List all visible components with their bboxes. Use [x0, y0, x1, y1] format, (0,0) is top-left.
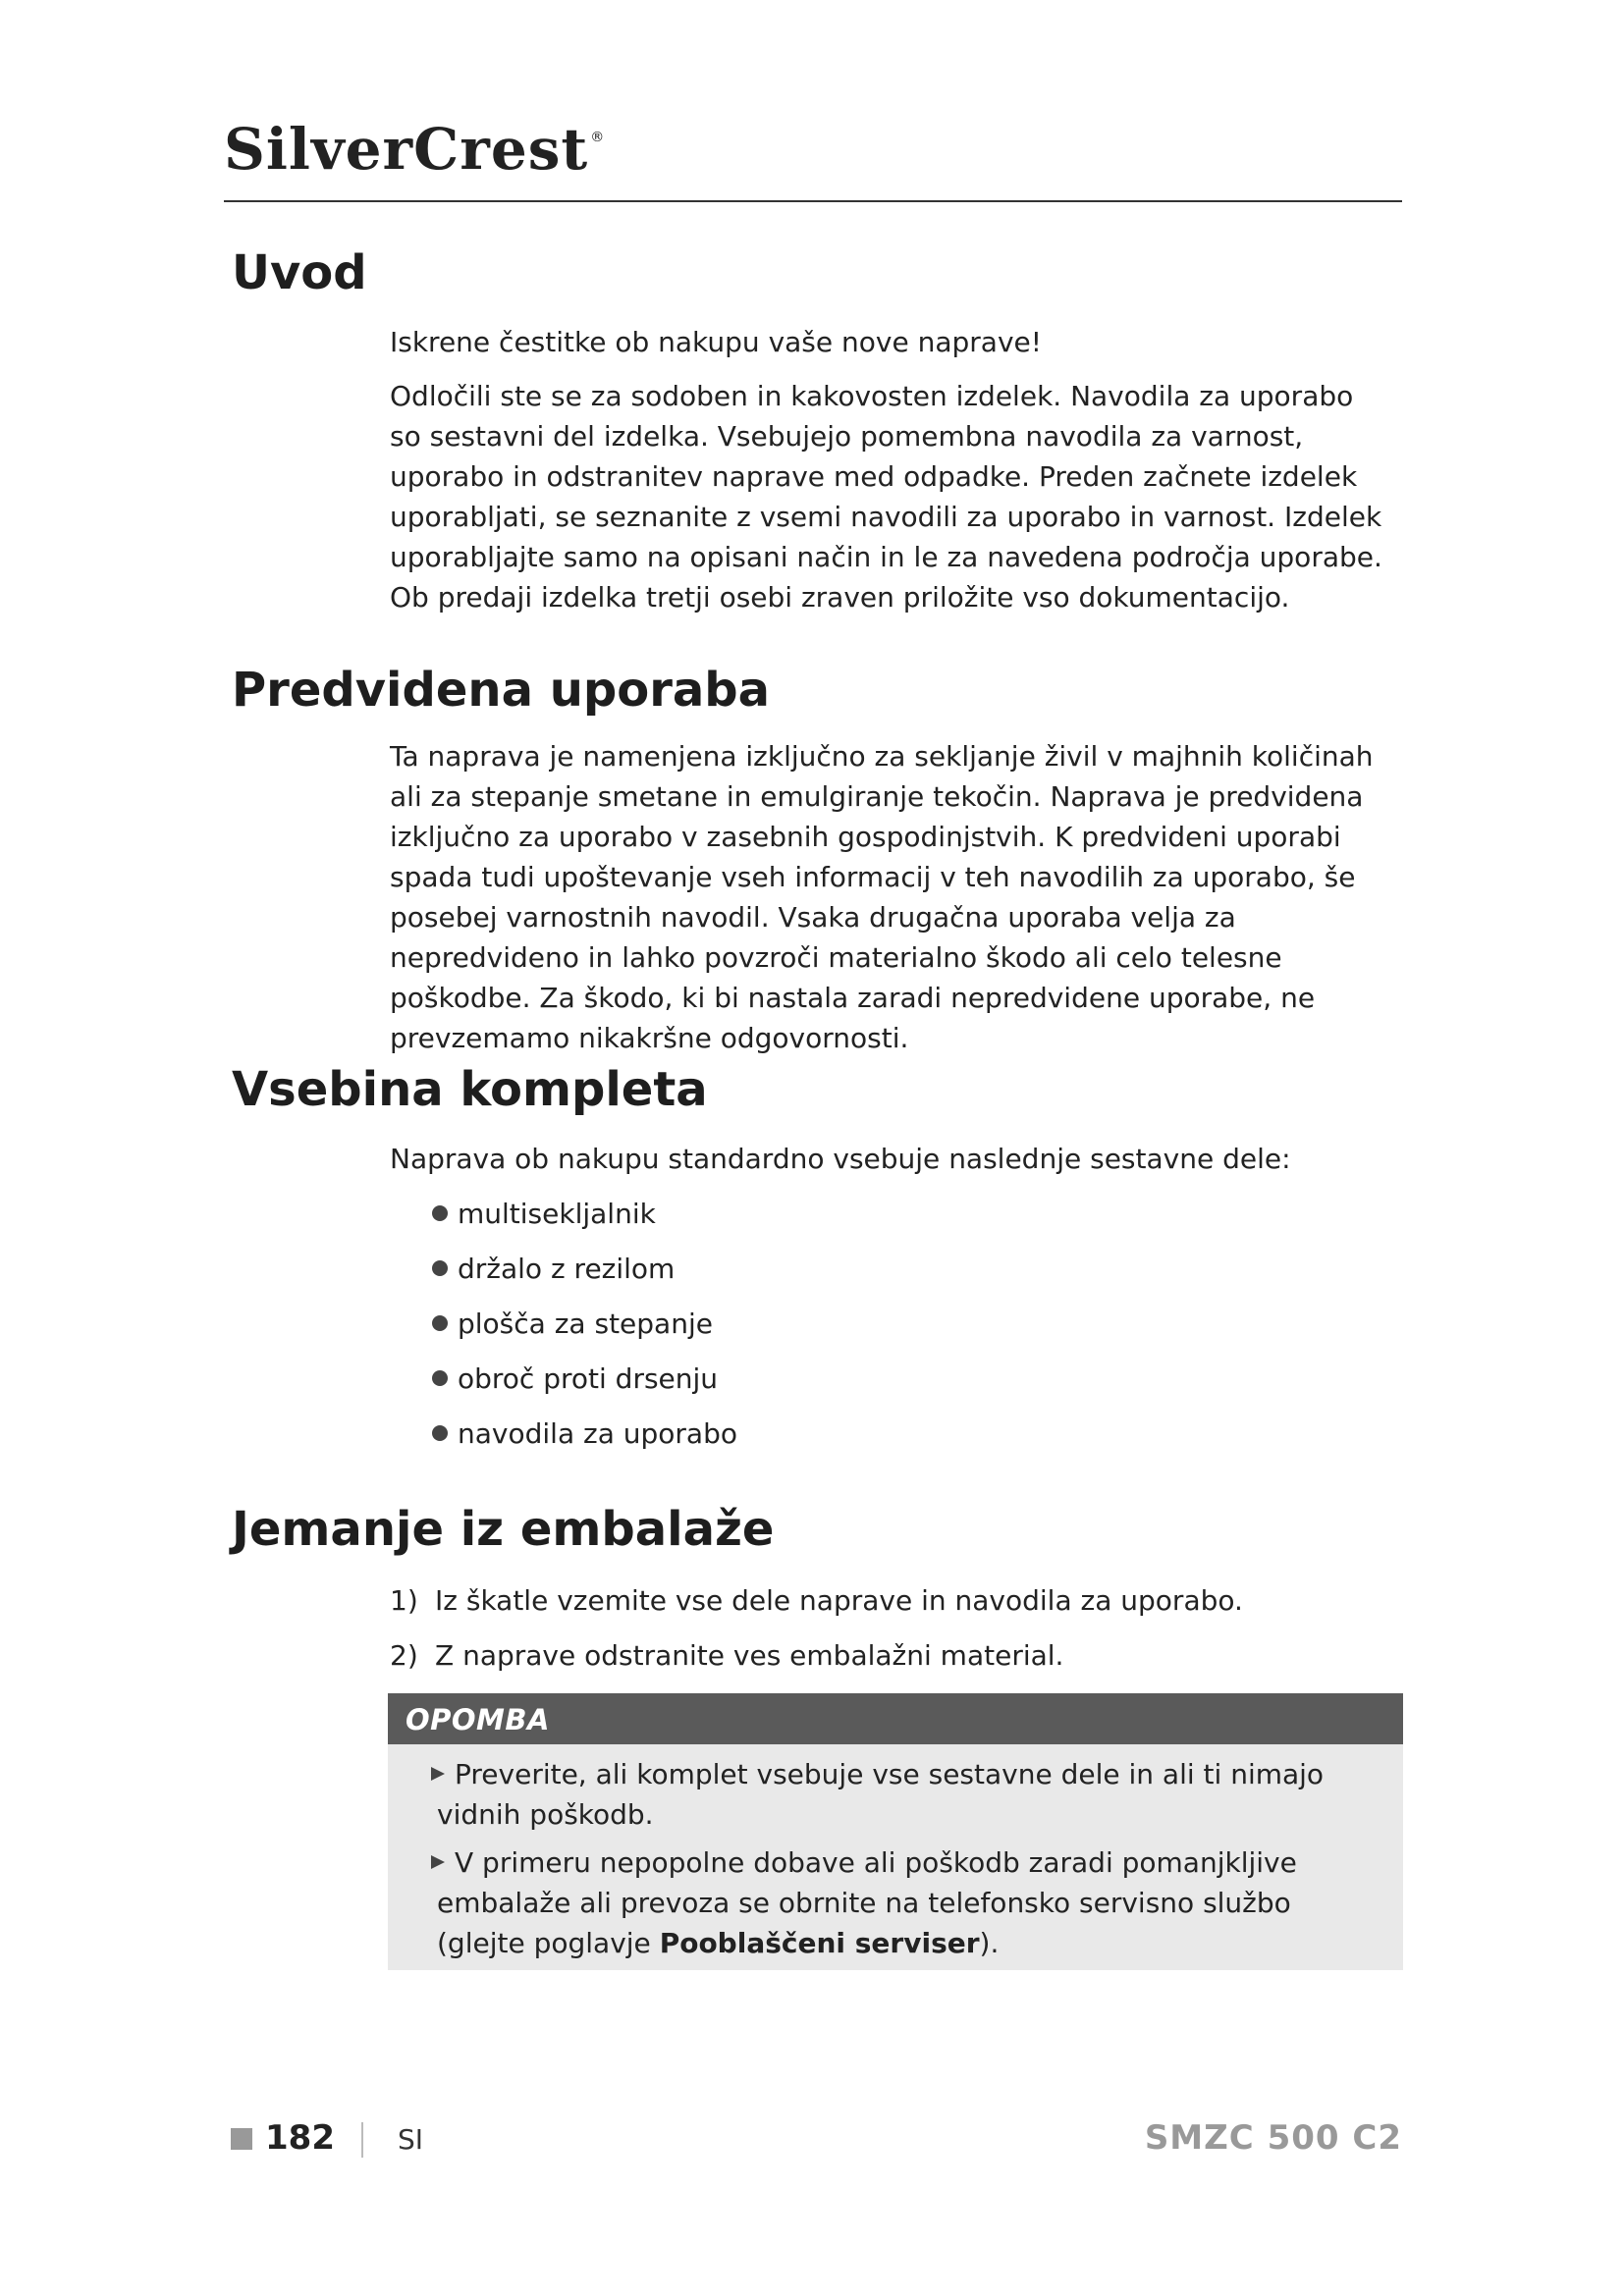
- note-box: [388, 1744, 1403, 1970]
- list-item: navodila za uporabo: [432, 1414, 737, 1454]
- bullet-icon: [432, 1370, 448, 1386]
- predvidena-paragraph: Ta naprava je namenjena izključno za sekljanje živil v majhnih količinah ali za stepanje smetane in emulgiranje tekočin. Naprava je predvidena izključno za uporabo v zasebnih gospodinjstvih. K predvideni uporabi spada tudi upoštevanje vseh informacij v teh navodilih za uporabo, še posebej varnostnih navodil. Vsaka drugačna uporaba velja za nepredvideno in lahko povzroči materialno škodo ali celo telesne poškodbe. Za škodo, ki bi nastala zaradi nepredvidene uporabe, ne prevzemamo nikakršne odgovornosti.: [390, 740, 1374, 1054]
- heading-vsebina-kompleta: Vsebina kompleta: [232, 1062, 708, 1117]
- uvod-paragraph: Odločili ste se za sodoben in kakovosten izdelek. Navodila za uporabo so sestavni del izdelka. Vsebujejo pomembna navodila za varnost, uporabo in odstranitev naprave med odpadke. Preden začnete izdelek uporabljati, se seznanite z vsemi navodili za uporabo in varnost. Izdelek uporabljajte samo na opisani način in le za navedena področja uporabe. Ob predaji izdelka tretji osebi zraven priložite vso dokumentacijo.: [390, 380, 1382, 614]
- heading-jemanje-iz-embalaze: Jemanje iz embalaže: [232, 1502, 775, 1557]
- arrow-right-icon: [431, 1855, 445, 1869]
- uvod-greeting: Iskrene čestitke ob nakupu vaše nove naprave!: [390, 326, 1042, 358]
- predvidena-body: [390, 736, 1391, 1058]
- arrow-right-icon: [431, 1767, 445, 1781]
- note-heading: OPOMBA: [406, 1703, 550, 1736]
- list-item: obroč proti drsenju: [432, 1359, 718, 1399]
- silvercrest-logo: SilverCrest ®: [224, 116, 606, 183]
- heading-uvod: Uvod: [232, 245, 367, 300]
- heading-predvidena-uporaba: Predvidena uporaba: [232, 663, 771, 718]
- uvod-body: [390, 322, 1391, 617]
- model-number: SMZC 500 C2: [1144, 2118, 1402, 2158]
- footer-divider: [361, 2122, 363, 2158]
- page-number: 182: [265, 2118, 335, 2158]
- language-code: SI: [398, 2123, 424, 2156]
- page-marker-square: [231, 2128, 252, 2150]
- step-item: 1) Iz škatle vzemite vse dele naprave in navodila za uporabo.: [390, 1584, 1243, 1617]
- bullet-icon: [432, 1315, 448, 1331]
- bullet-icon: [432, 1205, 448, 1221]
- vsebina-intro: Naprava ob nakupu standardno vsebuje naslednje sestavne dele:: [390, 1143, 1291, 1175]
- header-rule: [224, 200, 1402, 202]
- bullet-icon: [432, 1425, 448, 1441]
- note-item: V primeru nepopolne dobave ali poškodb zaradi pomanjkljive embalaže ali prevoza se obrnite na telefonsko servisno službo (glejte poglavje Pooblaščeni serviser).: [437, 1842, 1389, 1963]
- list-item: plošča za stepanje: [432, 1304, 713, 1344]
- note-header: [388, 1693, 1403, 1744]
- bullet-icon: [432, 1260, 448, 1276]
- note-item: Preverite, ali komplet vsebuje vse sestavne dele in ali ti nimajo vidnih poškodb.: [437, 1754, 1389, 1835]
- step-item: 2) Z naprave odstranite ves embalažni material.: [390, 1639, 1064, 1672]
- chapter-reference: Pooblaščeni serviser: [659, 1927, 980, 1959]
- list-item: držalo z rezilom: [432, 1249, 675, 1289]
- list-item: multisekljalnik: [432, 1194, 656, 1234]
